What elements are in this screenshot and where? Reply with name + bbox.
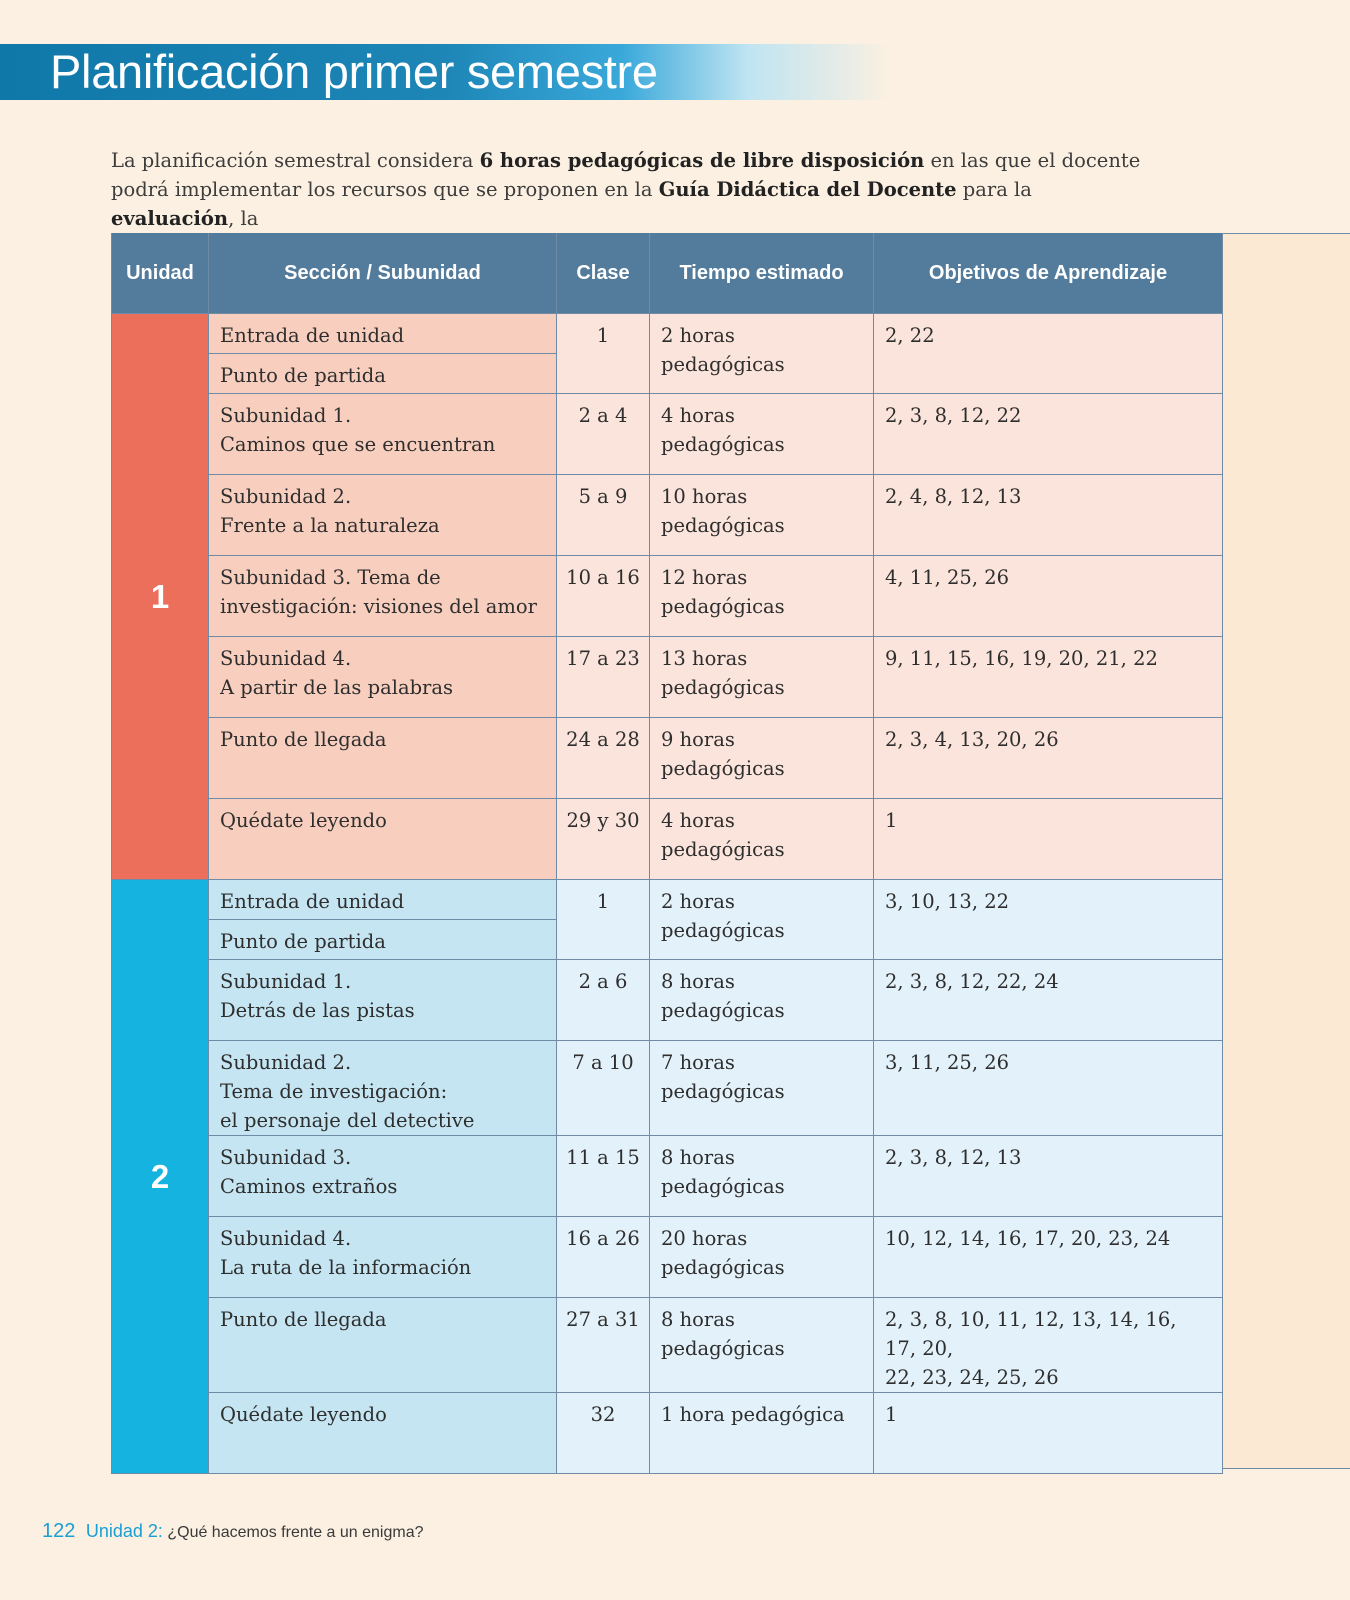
objetivos-cell: 2, 4, 8, 12, 13	[874, 475, 1223, 556]
intro-text: La planificación semestral considera	[111, 148, 480, 172]
objetivos-cell: 2, 3, 8, 10, 11, 12, 13, 14, 16, 17, 20, 22, 23, 24, 25, 26	[874, 1298, 1223, 1393]
page-edge-strip	[1222, 233, 1350, 1469]
tiempo-cell: 4 horas pedagógicas	[650, 394, 874, 475]
clase-cell: 1	[557, 314, 650, 394]
footer-unit-label: Unidad 2:	[85, 1521, 163, 1541]
section-cell: Subunidad 3. Caminos extraños	[209, 1136, 557, 1217]
clase-cell: 17 a 23	[557, 637, 650, 718]
intro-bold: 6 horas pedagógicas de libre disposición	[479, 148, 925, 172]
header-seccion: Sección / Subunidad	[209, 233, 557, 314]
header-tiempo: Tiempo estimado	[650, 233, 874, 314]
unit-cell: 1	[112, 314, 209, 880]
clase-cell: 27 a 31	[557, 1298, 650, 1393]
section-cell: Entrada de unidad	[209, 880, 557, 920]
footer-unit-title: ¿Qué hacemos frente a un enigma?	[167, 1524, 424, 1541]
clase-cell: 5 a 9	[557, 475, 650, 556]
tiempo-cell: 20 horas pedagógicas	[650, 1217, 874, 1298]
intro-text: , la	[228, 206, 259, 230]
section-cell: Subunidad 1. Caminos que se encuentran	[209, 394, 557, 475]
tiempo-cell: 12 horas pedagógicas	[650, 556, 874, 637]
header-unidad: Unidad	[112, 233, 209, 314]
tiempo-cell: 2 horas pedagógicas	[650, 880, 874, 960]
intro-text: en las que el docente podrá implementar los recursos que se proponen en la	[111, 148, 1141, 201]
table-row	[112, 314, 1223, 354]
tiempo-cell: 13 horas pedagógicas	[650, 637, 874, 718]
section-cell: Subunidad 3. Tema de investigación: visiones del amor	[209, 556, 557, 637]
intro-text: para la	[956, 177, 1032, 201]
clase-cell: 7 a 10	[557, 1041, 650, 1136]
tiempo-cell: 8 horas pedagógicas	[650, 1136, 874, 1217]
section-cell: Punto de partida	[209, 354, 557, 394]
table-row	[112, 799, 1223, 880]
section-cell: Punto de llegada	[209, 1298, 557, 1393]
clase-cell: 11 a 15	[557, 1136, 650, 1217]
table-row	[112, 718, 1223, 799]
section-cell: Subunidad 1. Detrás de las pistas	[209, 960, 557, 1041]
tiempo-cell: 8 horas pedagógicas	[650, 960, 874, 1041]
table-row	[112, 475, 1223, 556]
section-cell: Punto de partida	[209, 920, 557, 960]
objetivos-cell: 3, 11, 25, 26	[874, 1041, 1223, 1136]
table-body	[112, 314, 1223, 1474]
intro-bold: evaluación	[111, 206, 229, 230]
table-row	[112, 1393, 1223, 1474]
tiempo-cell: 8 horas pedagógicas	[650, 1298, 874, 1393]
clase-cell: 16 a 26	[557, 1217, 650, 1298]
tiempo-cell: 1 hora pedagógica	[650, 1393, 874, 1474]
table-row	[112, 1298, 1223, 1393]
objetivos-cell: 1	[874, 1393, 1223, 1474]
table-header-row	[112, 233, 1223, 314]
objetivos-cell: 10, 12, 14, 16, 17, 20, 23, 24	[874, 1217, 1223, 1298]
section-cell: Subunidad 2. Tema de investigación: el personaje del detective	[209, 1041, 557, 1136]
section-cell: Quédate leyendo	[209, 799, 557, 880]
clase-cell: 10 a 16	[557, 556, 650, 637]
intro-bold: Guía Didáctica del Docente	[658, 177, 957, 201]
header-clase: Clase	[557, 233, 650, 314]
clase-cell: 32	[557, 1393, 650, 1474]
table-row	[112, 880, 1223, 920]
objetivos-cell: 1	[874, 799, 1223, 880]
clase-cell: 2 a 6	[557, 960, 650, 1041]
tiempo-cell: 4 horas pedagógicas	[650, 799, 874, 880]
clase-cell: 29 y 30	[557, 799, 650, 880]
clase-cell: 1	[557, 880, 650, 960]
table-row	[112, 394, 1223, 475]
table-row	[112, 1041, 1223, 1136]
tiempo-cell: 9 horas pedagógicas	[650, 718, 874, 799]
page-title: Planificación primer semestre	[50, 45, 658, 98]
clase-cell: 2 a 4	[557, 394, 650, 475]
page-footer	[42, 1520, 424, 1543]
objetivos-cell: 3, 10, 13, 22	[874, 880, 1223, 960]
header-objetivos: Objetivos de Aprendizaje	[874, 233, 1223, 314]
objetivos-cell: 2, 3, 4, 13, 20, 26	[874, 718, 1223, 799]
objetivos-cell: 9, 11, 15, 16, 19, 20, 21, 22	[874, 637, 1223, 718]
page-number: 122	[42, 1520, 76, 1542]
objetivos-cell: 4, 11, 25, 26	[874, 556, 1223, 637]
table-row	[112, 1136, 1223, 1217]
objetivos-cell: 2, 3, 8, 12, 22, 24	[874, 960, 1223, 1041]
tiempo-cell: 7 horas pedagógicas	[650, 1041, 874, 1136]
section-cell: Quédate leyendo	[209, 1393, 557, 1474]
objetivos-cell: 2, 3, 8, 12, 13	[874, 1136, 1223, 1217]
tiempo-cell: 2 horas pedagógicas	[650, 314, 874, 394]
section-cell: Punto de llegada	[209, 718, 557, 799]
section-cell: Entrada de unidad	[209, 314, 557, 354]
section-cell: Subunidad 4. A partir de las palabras	[209, 637, 557, 718]
table-row	[112, 637, 1223, 718]
table-row	[112, 556, 1223, 637]
objetivos-cell: 2, 3, 8, 12, 22	[874, 394, 1223, 475]
table-row	[112, 1217, 1223, 1298]
planning-table	[111, 233, 1223, 1474]
section-cell: Subunidad 2. Frente a la naturaleza	[209, 475, 557, 556]
section-cell: Subunidad 4. La ruta de la información	[209, 1217, 557, 1298]
tiempo-cell: 10 horas pedagógicas	[650, 475, 874, 556]
clase-cell: 24 a 28	[557, 718, 650, 799]
table-row	[112, 960, 1223, 1041]
objetivos-cell: 2, 22	[874, 314, 1223, 394]
unit-cell: 2	[112, 880, 209, 1474]
